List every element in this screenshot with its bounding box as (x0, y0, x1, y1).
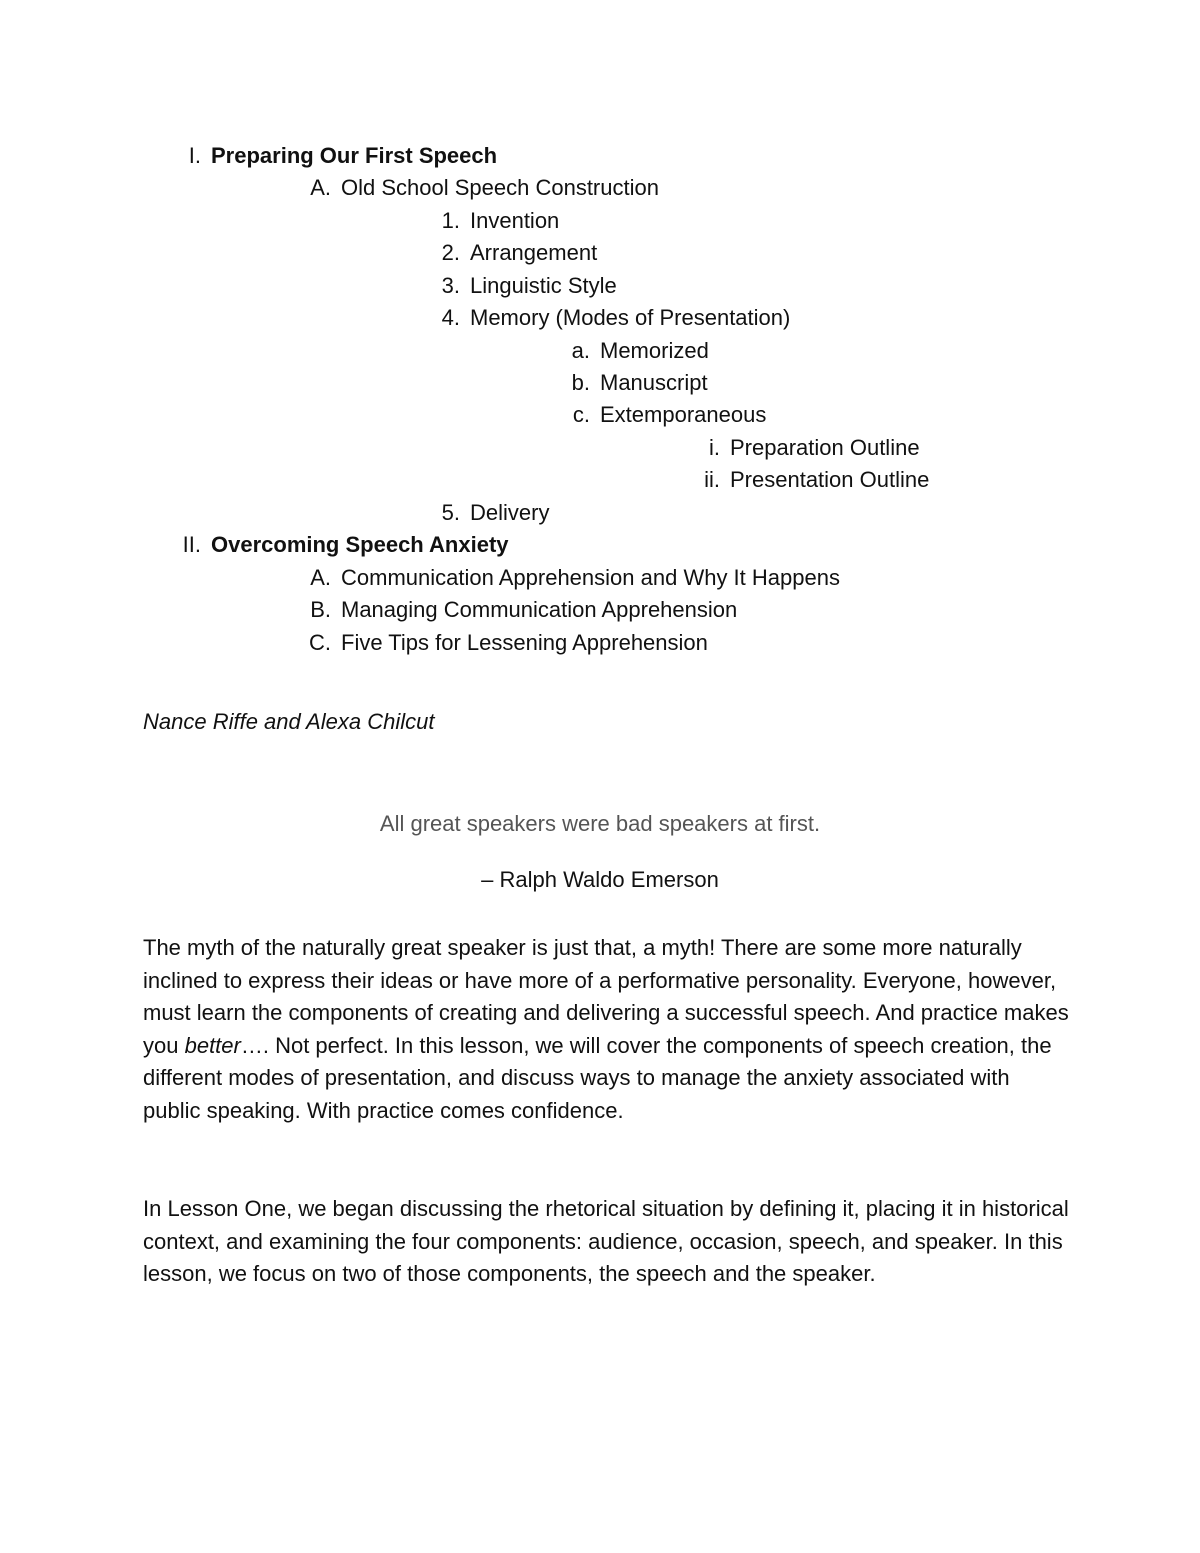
outline-text: Old School Speech Construction (341, 175, 659, 200)
outline-item (704, 464, 930, 496)
outline-item (571, 367, 708, 399)
outline-text: Extemporaneous (600, 402, 767, 427)
outline-item (182, 529, 509, 561)
outline-item (310, 562, 840, 594)
outline-text: Presentation Outline (730, 467, 930, 492)
outline-marker: C. (309, 630, 331, 655)
outline-item (441, 302, 791, 334)
outline-marker: 4. (441, 305, 460, 330)
epigraph-quote: All great speakers were bad speakers at first. (379, 811, 821, 836)
outline-text: Manuscript (600, 370, 708, 395)
paragraph-text: The myth of the naturally great speaker is just that, a myth! There are some more naturally inclined to express their ideas or have more of a performative personality. Everyone, however, must learn the components of creating and delivering a successful speech. And practice makes you (143, 935, 1069, 1058)
outline-marker: 2. (441, 240, 460, 265)
outline-marker: c. (572, 402, 590, 427)
outline-item (709, 432, 920, 464)
outline-text: Communication Apprehension and Why It Happens (341, 565, 840, 590)
outline-text: Invention (470, 208, 560, 233)
outline-item (188, 140, 498, 172)
lesson-context-paragraph: In Lesson One, we began discussing the rhetorical situation by defining it, placing it in historical context, and examining the four components: audience, occasion, speech, and speaker. In this lesson, we focus on two of those components, the speech and the speaker. (143, 1196, 1069, 1286)
outline-item (310, 594, 738, 626)
outline-item (310, 172, 659, 204)
outline-marker: 5. (441, 500, 460, 525)
outline-text: Arrangement (470, 240, 598, 265)
outline-text: Overcoming Speech Anxiety (211, 532, 509, 557)
outline-text: Preparation Outline (730, 435, 920, 460)
outline-item (571, 335, 709, 367)
outline-item (441, 497, 550, 529)
outline-text: Five Tips for Lessening Apprehension (341, 630, 708, 655)
outline-text: Delivery (470, 500, 550, 525)
intro-paragraph (143, 932, 1073, 1127)
outline-marker: I. (188, 143, 201, 168)
outline-marker: 3. (441, 273, 460, 298)
outline-text: Linguistic Style (470, 273, 617, 298)
outline-item (441, 205, 560, 237)
paragraph-text: …. Not perfect. In this lesson, we will cover the components of speech creation, the different modes of presentation, and discuss ways to manage the anxiety associated with public speaking. With practice comes confidence. (143, 1032, 1052, 1123)
outline-text: Memorized (600, 338, 709, 363)
outline-marker: 1. (441, 208, 460, 233)
outline-marker: a. (571, 338, 590, 363)
outline-marker: i. (709, 435, 720, 460)
outline-text: Memory (Modes of Presentation) (470, 305, 791, 330)
outline-item (441, 237, 598, 269)
outline-text: Managing Communication Apprehension (341, 597, 738, 622)
emphasized-word: better (184, 1032, 241, 1058)
epigraph-attribution: – Ralph Waldo Emerson (481, 867, 719, 892)
outline-item (572, 399, 767, 431)
outline-marker: II. (182, 532, 201, 557)
outline-item (441, 270, 617, 302)
outline-item (309, 627, 708, 659)
outline-text: Preparing Our First Speech (211, 143, 498, 168)
outline-marker: ii. (704, 467, 720, 492)
author-byline: Nance Riffe and Alexa Chilcut (143, 709, 435, 734)
outline-marker: A. (310, 565, 331, 590)
outline-marker: B. (310, 597, 331, 622)
outline-marker: A. (310, 175, 331, 200)
outline-marker: b. (571, 370, 590, 395)
